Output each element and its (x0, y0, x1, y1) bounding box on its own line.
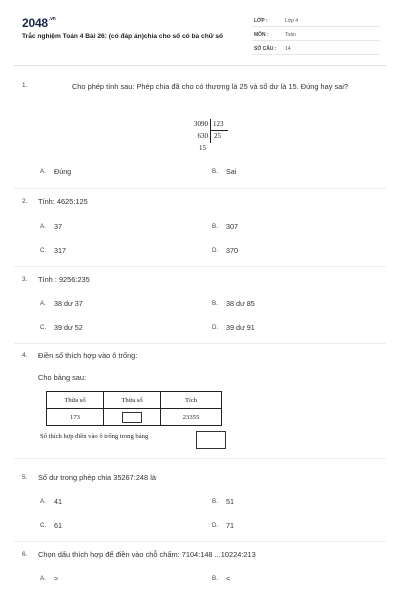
table-cell: 173 (47, 409, 104, 426)
factor-table (46, 391, 222, 426)
worksheet-title: Trắc nghiệm Toán 4 Bài 26: (có đáp án)chia cho số có ba chữ số (22, 33, 224, 40)
question-text: Điền số thích hợp vào ô trống: (38, 351, 138, 360)
table-row (47, 409, 222, 426)
division-remainder: 15 (199, 144, 206, 152)
question-divider (14, 188, 386, 189)
option-a[interactable]: 41 (54, 497, 62, 506)
question-divider (14, 541, 386, 542)
option-letter: A. (40, 575, 46, 582)
fill-prompt: Số thích hợp điền vào ô trống trong bảng (40, 433, 149, 440)
option-a[interactable]: > (54, 574, 59, 583)
question-text: Cho phép tính sau: Phép chia đã cho có thương là 25 và số dư là 15. Đúng hay sai? (71, 82, 349, 91)
table-cell: 23355 (161, 409, 222, 426)
division-quotient: 25 (214, 132, 221, 140)
option-b[interactable]: Sai (226, 167, 237, 176)
blank-box[interactable] (122, 412, 142, 423)
table-header: Tích (161, 392, 222, 409)
option-letter: D. (212, 247, 219, 254)
question-number: 4. (22, 352, 28, 359)
question-number: 6. (22, 551, 28, 558)
option-d[interactable]: 370 (226, 246, 238, 255)
logo-suffix: .vn (48, 16, 56, 22)
answer-input-box[interactable] (196, 431, 226, 449)
option-d[interactable]: 39 dư 91 (226, 323, 255, 332)
table-header-row (47, 392, 222, 409)
option-letter: D. (212, 522, 219, 529)
option-letter: A. (40, 498, 46, 505)
option-letter: B. (212, 168, 218, 175)
question-number: 2. (22, 198, 28, 205)
meta-divider (252, 54, 380, 55)
option-c[interactable]: 317 (54, 246, 66, 255)
question-text: Chọn dấu thích hợp để điền vào chỗ chấm: 7104:148 ...10224:213 (38, 550, 256, 559)
meta-value-class: Lớp 4 (285, 18, 299, 24)
meta-label-count: SỐ CÂU : (254, 46, 277, 52)
option-b[interactable]: 51 (226, 497, 234, 506)
option-letter: C. (40, 324, 47, 331)
option-a[interactable]: 37 (54, 222, 62, 231)
question-number: 1. (22, 82, 28, 89)
option-b[interactable]: 307 (226, 222, 238, 231)
question-text: Tính: 4625:125 (38, 197, 88, 206)
question-divider (14, 458, 386, 459)
option-c[interactable]: 61 (54, 521, 62, 530)
question-divider (14, 343, 386, 344)
meta-divider (252, 26, 380, 27)
option-letter: C. (40, 247, 47, 254)
option-letter: B. (212, 498, 218, 505)
option-letter: C. (40, 522, 47, 529)
option-letter: A. (40, 300, 46, 307)
option-b[interactable]: < (226, 574, 231, 583)
option-d[interactable]: 71 (226, 521, 234, 530)
question-text: Số dư trong phép chia 35267:248 là (38, 473, 156, 482)
division-dividend: 3090 (194, 120, 208, 128)
question-number: 3. (22, 276, 28, 283)
division-bar (210, 119, 211, 143)
meta-label-class: LỚP : (254, 18, 268, 24)
table-header: Thừa số (47, 392, 104, 409)
question-text: Tính : 9256:235 (38, 275, 90, 284)
table-header: Thừa số (104, 392, 161, 409)
header-divider (14, 65, 386, 66)
option-b[interactable]: 38 dư 85 (226, 299, 255, 308)
option-letter: D. (212, 324, 219, 331)
option-c[interactable]: 39 dư 52 (54, 323, 83, 332)
option-letter: A. (40, 168, 46, 175)
logo (22, 16, 56, 30)
option-a[interactable]: Đúng (54, 167, 72, 176)
division-divisor: 123 (213, 120, 224, 128)
blank-cell (104, 409, 161, 426)
meta-value-subject: Toán (285, 32, 296, 38)
meta-value-count: 14 (285, 46, 291, 52)
meta-label-subject: MÔN : (254, 32, 269, 38)
option-letter: A. (40, 223, 46, 230)
option-letter: B. (212, 300, 218, 307)
option-letter: B. (212, 575, 218, 582)
question-number: 5. (22, 474, 28, 481)
division-partial: 630 (197, 132, 208, 140)
logo-text: 2048 (22, 16, 48, 30)
question-divider (14, 266, 386, 267)
option-a[interactable]: 38 dư 37 (54, 299, 83, 308)
meta-divider (252, 40, 380, 41)
question-subtext: Cho bảng sau: (38, 373, 87, 382)
option-letter: B. (212, 223, 218, 230)
